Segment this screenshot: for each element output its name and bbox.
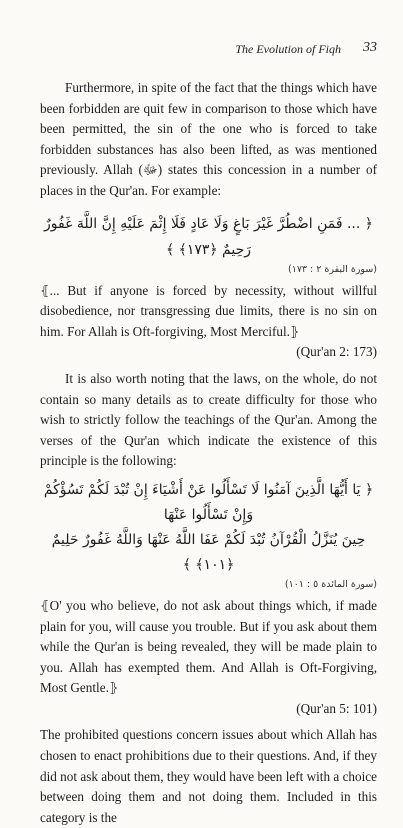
arabic-verse-line: حِينَ يُنَزَّلُ الْقُرْآنُ تُبْدَ لَكُمْ عَفَا اللَّهُ عَنْهَا وَاللَّهُ غَفُورٌ حَلِيمٌ ﴿١٠١﴾ ﴾ <box>51 531 366 573</box>
arabic-verse-reference: (سورة المائدة ٥ : ١٠١) <box>284 578 377 590</box>
quran-citation: (Qur'an 2: 173) <box>296 344 377 360</box>
arabic-verse-line: ﴿ يَا أَيُّهَا الَّذِينَ آمَنُوا لَا تَسْأَلُوا عَنْ أَشْيَاءَ إِنْ تُبْدَ لَكُمْ تَسُؤْكُمْ وَإِنْ تَسْأَلُوا عَنْهَا <box>43 481 374 523</box>
paragraph-details: It is also worth noting that the laws, on the whole, do not contain so many details as to create difficulty for those who wish to strictly follow the teachings of the Qur'an. Among the verses of the Qur'an which indicate the existence of this principle is the following: <box>40 370 377 469</box>
paragraph-prohibited-questions: The prohibited questions concern issues about which Allah has chosen to enact prohibitions due to their questions. And, if they did not ask about them, they would have been left with a choice between doing them and not doing them. Included in this category is the <box>40 727 377 825</box>
citation-line <box>40 699 377 720</box>
quran-citation: (Qur'an 5: 101) <box>296 700 377 716</box>
arabic-verse-baqarah: ﴿ ... فَمَنِ اضْطُرَّ غَيْرَ بَاغٍ وَلَا عَادٍ فَلَا إِثْمَ عَلَيْهِ إِنَّ اللَّهَ غَفُورٌ رَحِيمٌ ﴿١٧٣﴾ ﴾ <box>44 215 373 258</box>
translation-quote-2-173: ⦃... But if anyone is forced by necessity, without willful disobedience, nor transgressing due limits, there is no sin on him. For Allah is Oft-forgiving, Most Merciful.⦄ <box>40 282 377 339</box>
page-number: 33 <box>363 40 377 55</box>
page-header <box>0 38 403 58</box>
arabic-verse-maidah <box>40 478 377 578</box>
citation-line <box>40 342 377 363</box>
arabic-verse-reference: (سورة البقرة ٢ : ١٧٣) <box>288 263 377 275</box>
paragraph-concession: Furthermore, in spite of the fact that the things which have been forbidden are quit few in comparison to those which have been permitted, the sin of the one who is forced to take forbidden substances has also been lifted, as was mentioned previously. Allah (ﷻ) states this concession in a number of places in the Qur'an. For example: <box>40 80 377 198</box>
translation-quote-5-101: ⦃O' you who believe, do not ask about things which, if made plain for you, will cause you trouble. But if you ask about them while the Qur'an is being revealed, they will be made plain to you. Allah has exempted them. And Allah is Oft-Forgiving, Most Gentle.⦄ <box>40 597 377 696</box>
running-title: The Evolution of Fiqh <box>235 42 341 56</box>
page-body <box>40 78 377 828</box>
